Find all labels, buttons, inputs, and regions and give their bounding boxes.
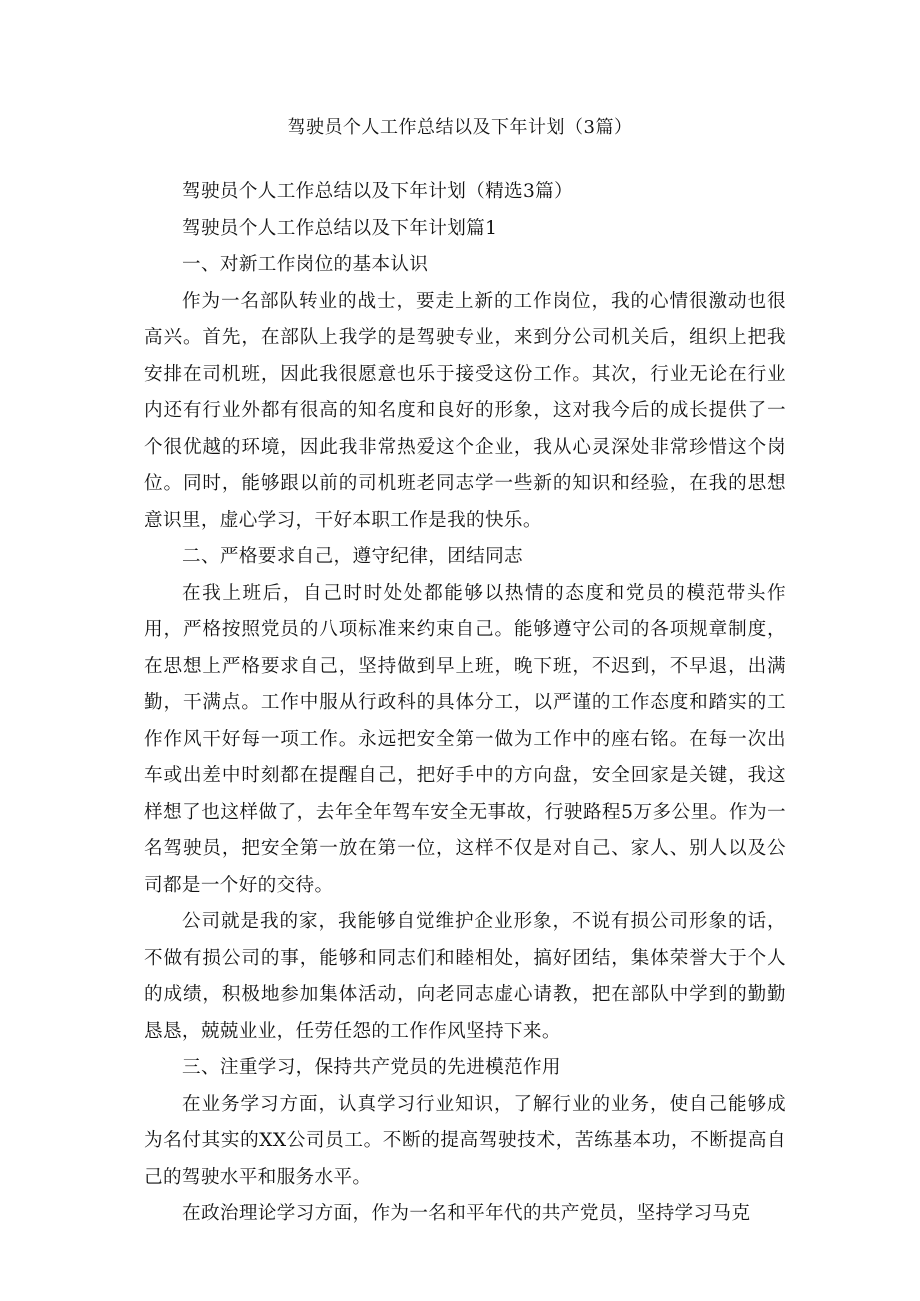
section-heading-3: 三、注重学习，保持共产党员的先进模范作用 bbox=[182, 1057, 561, 1078]
section-2-paragraph-1: 在我上班后，自己时时处处都能够以热情的态度和党员的模范带头作用，严格按照党员的八项标准来约束自己。能够遵守公司的各项规章制度，在思想上严格要求自己，坚持做到早上班，晚下班，不迟到，不早退，出满勤，干满点。工作中服从行政科的具体分工，以严谨的工作态度和踏实的工作作风干好每一项工作。永远把安全第一做为工作中的座右铭。在每一次出车或出差中时刻都在提醒自己，把好手中的方向盘，安全回家是关键，我这样想了也这样做了，去年全年驾车安全无事故，行驶路程5万多公里。作为一名驾驶员，把安全第一放在第一位，这样不仅是对自己、家人、别人以及公司都是一个好的交待。 bbox=[144, 582, 786, 896]
section-3-paragraph-2: 在政治理论学习方面，作为一名和平年代的共产党员，坚持学习马克 bbox=[182, 1203, 751, 1224]
section-2-paragraph-2: 公司就是我的家，我能够自觉维护企业形象，不说有损公司形象的话，不做有损公司的事，能够和同志们和睦相处，搞好团结，集体荣誉大于个人的成绩，积极地参加集体活动，向老同志虚心请教，把在部队中学到的勤勤恳恳，兢兢业业，任劳任怨的工作作风坚持下来。 bbox=[144, 911, 786, 1042]
document-body bbox=[144, 174, 786, 1233]
section-3-paragraph-1: 在业务学习方面，认真学习行业知识，了解行业的业务，使自己能够成为名付其实的XX公司员工。不断的提高驾驶技术，苦练基本功，不断提高自己的驾驶水平和服务水平。 bbox=[144, 1093, 786, 1188]
document-title: 驾驶员个人工作总结以及下年计划（3篇） bbox=[287, 117, 633, 138]
section-heading-2: 二、严格要求自己，遵守纪律，团结同志 bbox=[182, 546, 523, 567]
section-1-paragraph-1: 作为一名部队转业的战士，要走上新的工作岗位，我的心情很激动也很高兴。首先，在部队上我学的是驾驶专业，来到分公司机关后，组织上把我安排在司机班，因此我很愿意也乐于接受这份工作。其次，行业无论在行业内还有行业外都有很高的知名度和良好的形象，这对我今后的成长提供了一个很优越的环境，因此我非常热爱这个企业，我从心灵深处非常珍惜这个岗位。同时，能够跟以前的司机班老同志学一些新的知识和经验，在我的思想意识里，虚心学习，干好本职工作是我的快乐。 bbox=[144, 290, 786, 531]
document-subtitle: 驾驶员个人工作总结以及下年计划（精选3篇） bbox=[182, 181, 574, 202]
part-heading: 驾驶员个人工作总结以及下年计划篇1 bbox=[182, 217, 498, 239]
section-heading-1: 一、对新工作岗位的基本认识 bbox=[182, 254, 429, 275]
